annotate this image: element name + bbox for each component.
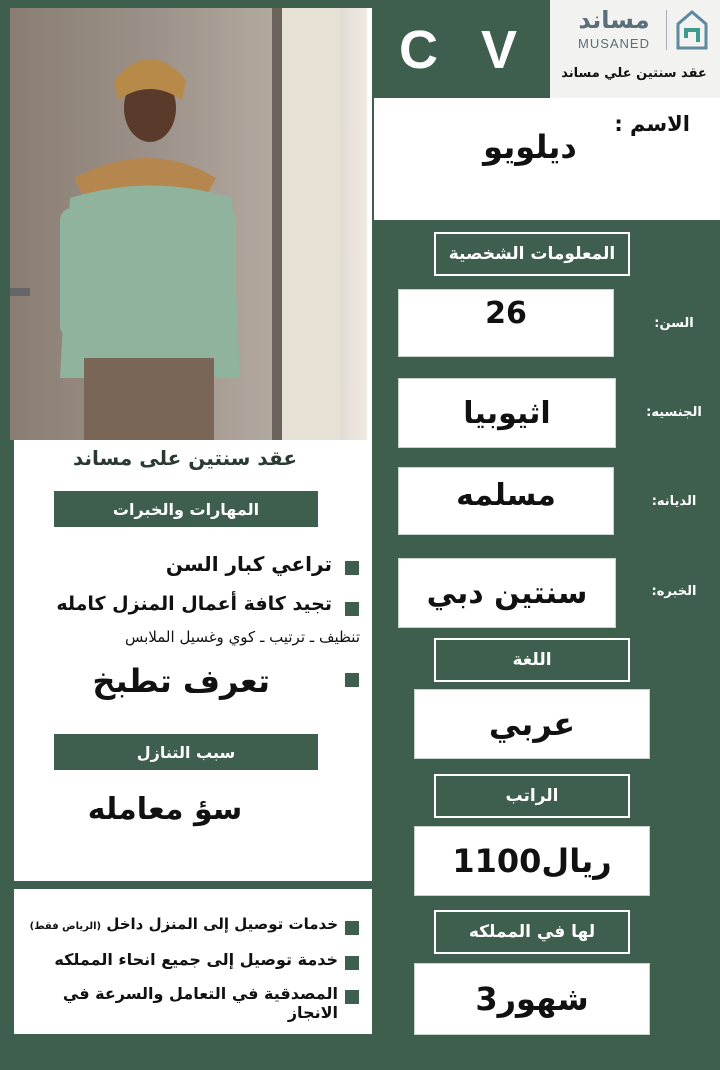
cv-title: C V [398,20,532,80]
profile-photo [10,8,367,440]
salary-title: الراتب [434,774,630,818]
left-frame [0,440,14,1070]
service-bullet-2 [345,956,359,970]
bottom-frame [0,1034,372,1070]
skill-1: تراعي كبار السن [165,552,332,576]
service-1-note: (الرياض فقط) [29,921,102,932]
religion-label: الديانه: [651,494,697,509]
nationality-value: اثيوبيا [398,378,616,448]
name-label: الاسم : [614,112,690,136]
reason-title: سبب التنازل [54,734,318,770]
nationality-label: الجنسيه: [646,405,702,420]
service-2: خدمة توصيل إلى جميع انحاء المملكه [54,950,338,969]
contract-text: عقد سنتين على مساند [72,446,298,470]
in-kingdom-value: 3شهور [414,963,650,1035]
logo-icon [674,8,710,50]
reason-value: سؤ معامله [87,792,243,827]
language-title: اللغة [434,638,630,682]
bottom-divider [14,881,372,889]
service-1 [20,915,338,933]
age-label: السن: [654,316,694,331]
top-frame [0,0,372,8]
skills-title: المهارات والخبرات [54,491,318,527]
skill-2: تجيد كافة أعمال المنزل كامله [56,593,332,615]
experience-label: الخبره: [651,584,697,599]
musaned-logo-box [550,0,720,98]
personal-info-title: المعلومات الشخصية [434,232,630,276]
person-figure [10,8,367,440]
religion-value: مسلمه [398,467,614,535]
language-value: عربي [414,689,650,759]
logo-divider [666,10,667,50]
salary-value: 1100ريال [414,826,650,896]
skill-2-detail: تنظيف ـ ترتيب ـ كوي وغسيل الملابس [125,628,360,646]
logo-arabic: مساند [578,6,650,34]
logo-english: MUSANED [577,36,650,51]
name-value: ديلويو [483,128,577,166]
service-1-text: خدمات توصيل إلى المنزل داخل [106,915,338,933]
bullet-1 [345,561,359,575]
skill-3: تعرف تطبخ [92,662,270,700]
slogan: عقد سنتين علي مساند [561,66,707,81]
service-bullet-3 [345,990,359,1004]
in-kingdom-title: لها في المملكه [434,910,630,954]
service-bullet-1 [345,921,359,935]
bullet-3 [345,673,359,687]
service-3: المصدقية في التعامل والسرعة في الانجاز [62,984,338,1022]
bullet-2 [345,602,359,616]
left-top-frame [0,0,10,440]
experience-value: سنتين دبي [398,558,616,628]
age-value: 26 [398,289,614,357]
